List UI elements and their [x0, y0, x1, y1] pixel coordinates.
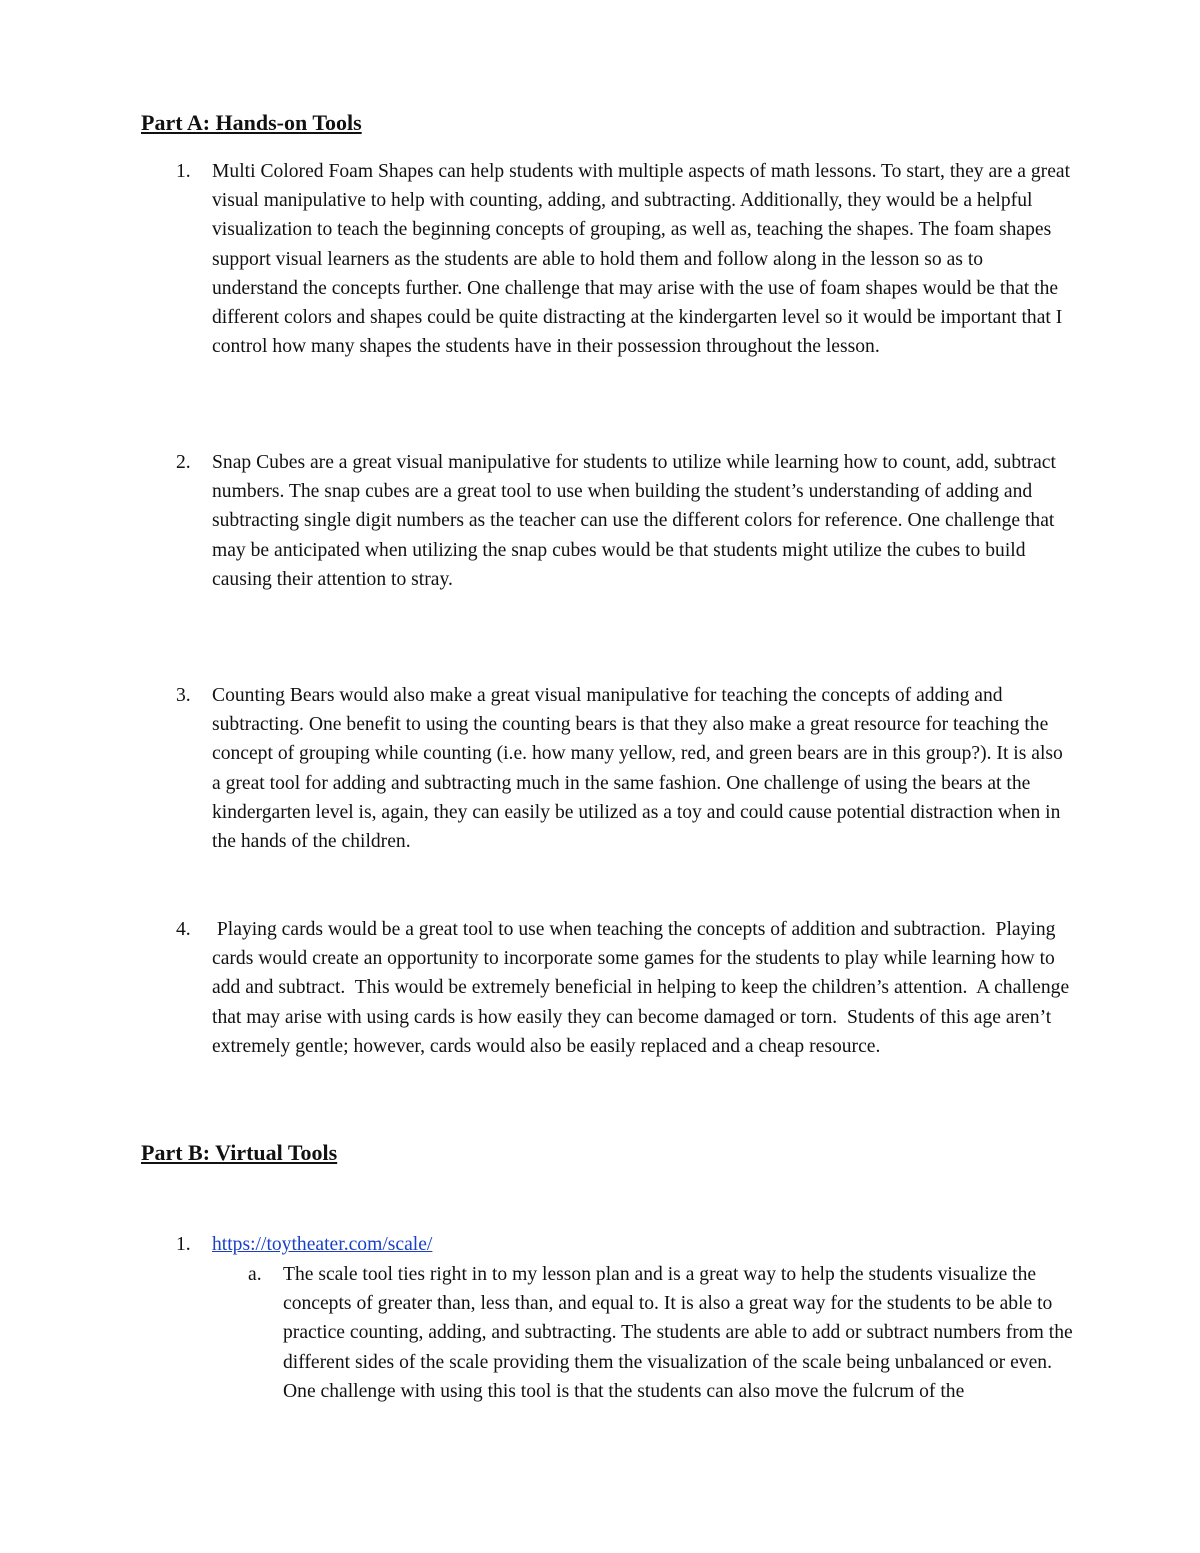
list-item-number: 1.	[176, 161, 191, 182]
list-item-number: 2.	[176, 452, 191, 473]
list-item-number: 1.	[176, 1234, 191, 1255]
snap-cubes-paragraph: Snap Cubes are a great visual manipulative for students to utilize while learning how to count, add, subtract numbers. The snap cubes are a great tool to use when building the student’s understanding of adding and subtracting single digit numbers as the teacher can use the different colors for reference. One challenge that may be anticipated when utilizing the snap cubes would be that students might utilize the cubes to build causing their attention to stray.	[212, 452, 1056, 590]
list-item-number: 4.	[176, 919, 191, 940]
sub-list-item-letter: a.	[248, 1264, 262, 1285]
part-b-heading: Part B: Virtual Tools	[141, 1140, 338, 1165]
list-item-text	[212, 157, 1072, 361]
playing-cards-paragraph: Playing cards would be a great tool to use when teaching the concepts of addition and subtraction. Playing cards would create an opportunity to incorporate some games for the students to play while learning how to add and subtract. This would be extremely beneficial in helping to keep the children’s attention. A challenge that may arise with using cards is how easily they can become damaged or torn. Students of this age aren’t extremely gentle; however, cards would also be easily replaced and a cheap resource.	[212, 919, 1075, 1057]
list-item-number: 3.	[176, 685, 191, 706]
scale-tool-paragraph: The scale tool ties right in to my lesson plan and is a great way to help the students visualize the concepts of greater than, less than, and equal to. It is also a great way for the students to be able to practice counting, adding, and subtracting. The students are able to add or subtract numbers from the different sides of the scale providing them the visualization of the scale being unbalanced or even. One challenge with using this tool is that the students can also move the fulcrum of the	[283, 1264, 1073, 1402]
list-item-text	[212, 681, 1072, 856]
foam-shapes-paragraph: Multi Colored Foam Shapes can help students with multiple aspects of math lessons. To start, they are a great visual manipulative to help with counting, adding, and subtracting. Additionally, they would be a helpful visualization to teach the beginning concepts of grouping, as well as, teaching the shapes. The foam shapes support visual learners as the students are able to hold them and follow along in the lesson so as to understand the concepts further. One challenge that may arise with the use of foam shapes would be that the different colors and shapes could be quite distracting at the kindergarten level so it would be important that I control how many shapes the students have in their possession throughout the lesson.	[212, 161, 1071, 358]
list-item-text	[212, 915, 1075, 1061]
part-a-heading: Part A: Hands-on Tools	[141, 110, 362, 135]
sub-list-item-text	[283, 1260, 1073, 1406]
toytheater-scale-link[interactable]: https://toytheater.com/scale/	[212, 1234, 433, 1255]
counting-bears-paragraph: Counting Bears would also make a great visual manipulative for teaching the concepts of adding and subtracting. One benefit to using the counting bears is that they also make a great resource for teaching the concept of grouping while counting (i.e. how many yellow, red, and green bears are in this group?). It is also a great tool for adding and subtracting much in the same fashion. One challenge of using the bears at the kindergarten level is, again, they can easily be utilized as a toy and could cause potential distraction when in the hands of the children.	[212, 685, 1063, 853]
list-item-text	[212, 1230, 1072, 1259]
list-item-text	[212, 448, 1072, 594]
